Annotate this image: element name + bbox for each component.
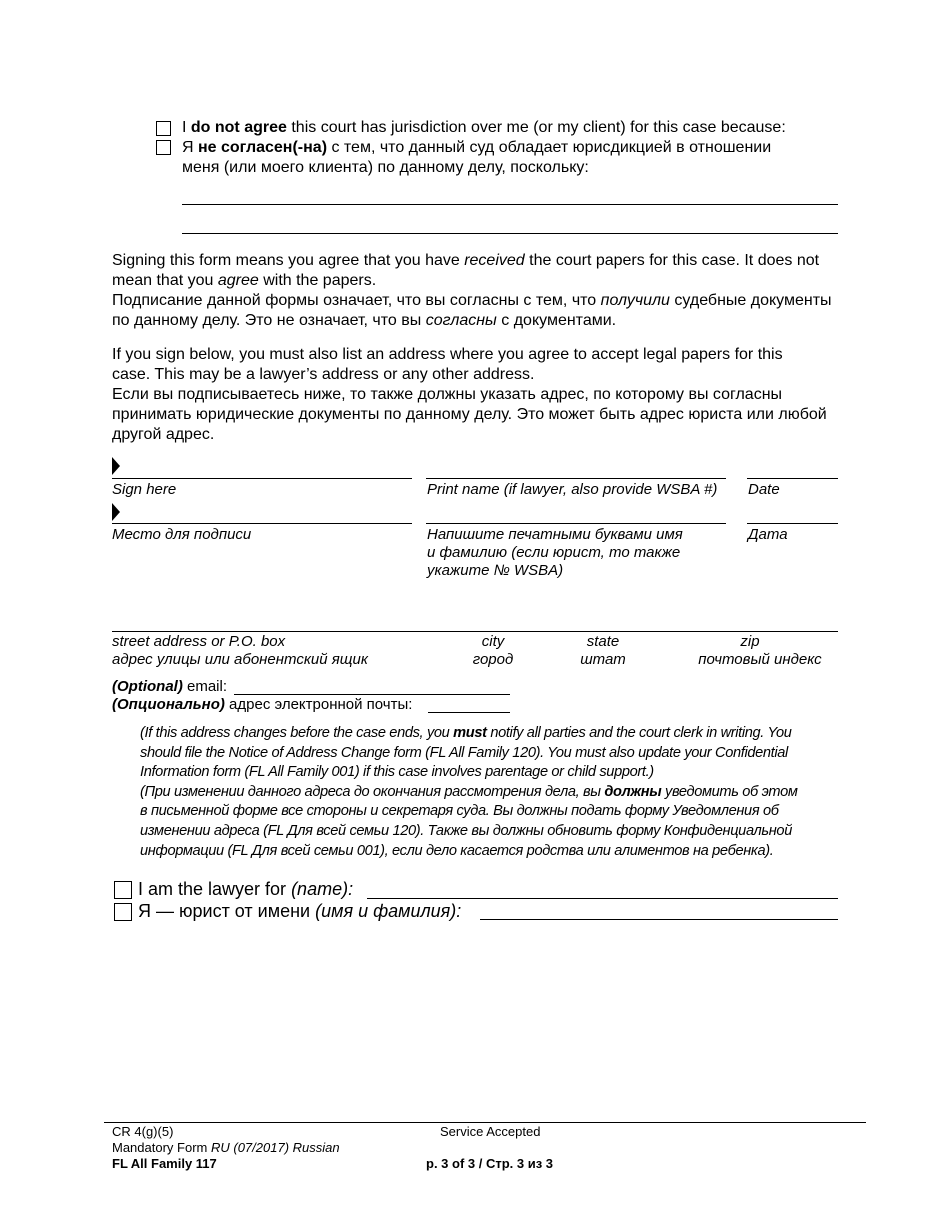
address-line[interactable] [112, 631, 838, 632]
jurisdiction-text-ru-line2: меня (или моего клиента) по данному делу, поскольку: [182, 159, 589, 176]
note-en-line-2: should file the Notice of Address Change form (FL All Family 120). You must also update your Confidential [140, 744, 788, 761]
footer-rule [104, 1122, 866, 1123]
email-input-line[interactable] [234, 694, 510, 695]
sign-here-label-en: Sign here [112, 481, 177, 498]
print-name-label-ru-1: Напишите печатными буквами имя [427, 526, 683, 543]
jurisdiction-reason-line-2[interactable] [182, 233, 838, 234]
state-label-ru: штат [580, 651, 626, 668]
print-name-label-en: Print name (if lawyer, also provide WSBA #) [427, 481, 718, 498]
sign-arrow-en-icon [112, 457, 120, 475]
street-label-en: street address or P.O. box [112, 633, 286, 650]
print-name-label-ru-3: укажите № WSBA) [427, 562, 564, 579]
lawyer-name-line-ru[interactable] [480, 919, 838, 920]
zip-label-en: zip [740, 633, 760, 650]
city-label-ru: город [472, 651, 514, 668]
jurisdiction-text-ru: Я не согласен(-на) с тем, что данный суд обладает юрисдикцией в отношении [182, 139, 772, 156]
sign-arrow-ru-icon [112, 503, 120, 521]
city-label-en: city [481, 633, 505, 650]
print-name-line-en[interactable] [426, 478, 726, 479]
signing-notice-ru: Подписание данной формы означает, что вы согласны с тем, что получили судебные документы по данному делу. Это не означает, что вы согласны с документами. [112, 292, 832, 329]
do-not-agree-checkbox-ru[interactable] [156, 140, 171, 155]
lawyer-label-en: I am the lawyer for (name): [138, 879, 354, 899]
street-label-ru: адрес улицы или абонентский ящик [112, 651, 368, 668]
email-label-en: (Optional) email: [112, 678, 228, 695]
footer-form-id: FL All Family 117 [112, 1156, 217, 1171]
footer-title: Service Accepted [440, 1124, 541, 1139]
note-ru-line-4: информации (FL Для всей семьи 001), если дело касается родства или алиментов на ребенка). [140, 842, 774, 859]
jurisdiction-text-en: I do not agree this court has jurisdiction over me (or my client) for this case because: [182, 119, 786, 136]
date-label-ru: Дата [748, 526, 788, 543]
footer-rule-id: CR 4(g)(5) [112, 1124, 174, 1139]
address-change-note [140, 724, 830, 861]
signing-notice-en: Signing this form means you agree that you have received the court papers for this case. It does not mean that you agree with the papers. [112, 252, 820, 289]
signature-line-en[interactable] [112, 478, 412, 479]
date-label-en: Date [748, 481, 780, 498]
email-label-ru: (Опционально) адрес электронной почты: [112, 696, 413, 713]
note-ru-line-3: изменении адреса (FL Для всей семьи 120). Также вы должны обновить форму Конфиденциальной [140, 822, 792, 839]
zip-label-ru: почтовый индекс [698, 651, 822, 668]
print-name-label-ru-2: и фамилию (если юрист, то также [427, 544, 681, 561]
sign-here-label-ru: Место для подписи [112, 526, 252, 543]
note-en-line-1: (If this address changes before the case ends, you must notify all parties and the court clerk in writing. You [140, 725, 792, 741]
address-notice-en: If you sign below, you must also list an address where you agree to accept legal papers for this case. This may be a lawyer’s address or any other address. [112, 346, 783, 383]
print-name-line-ru[interactable] [426, 523, 726, 524]
signature-line-ru[interactable] [112, 523, 412, 524]
footer-page-number: p. 3 of 3 / Стр. 3 из 3 [426, 1156, 554, 1171]
jurisdiction-reason-line-1[interactable] [182, 204, 838, 205]
note-ru-line-2: в письменной форме все стороны и секретаря суда. Вы должны подать форму Уведомления об [140, 803, 779, 820]
note-ru-line-1: (При изменении данного адреса до окончания рассмотрения дела, вы должны уведомить об этом [140, 783, 798, 800]
lawyer-checkbox-en[interactable] [114, 881, 132, 899]
lawyer-checkbox-ru[interactable] [114, 903, 132, 921]
lawyer-name-line-en[interactable] [367, 898, 838, 899]
email-input-line-ru[interactable] [428, 712, 510, 713]
do-not-agree-checkbox-en[interactable] [156, 121, 171, 136]
state-label-en: state [586, 633, 620, 650]
lawyer-label-ru: Я — юрист от имени (имя и фамилия): [138, 901, 462, 921]
date-line-en[interactable] [747, 478, 838, 479]
footer-mandatory-form: Mandatory Form RU (07/2017) Russian [112, 1140, 340, 1155]
note-en-line-3: Information form (FL All Family 001) if this case involves parentage or child support.) [140, 764, 654, 781]
address-notice-ru: Если вы подписываетесь ниже, то также должны указать адрес, по которому вы согласны принимать юридические документы по данному делу. Это может быть адрес юриста или любой другой адрес. [112, 386, 827, 443]
date-line-ru[interactable] [747, 523, 838, 524]
